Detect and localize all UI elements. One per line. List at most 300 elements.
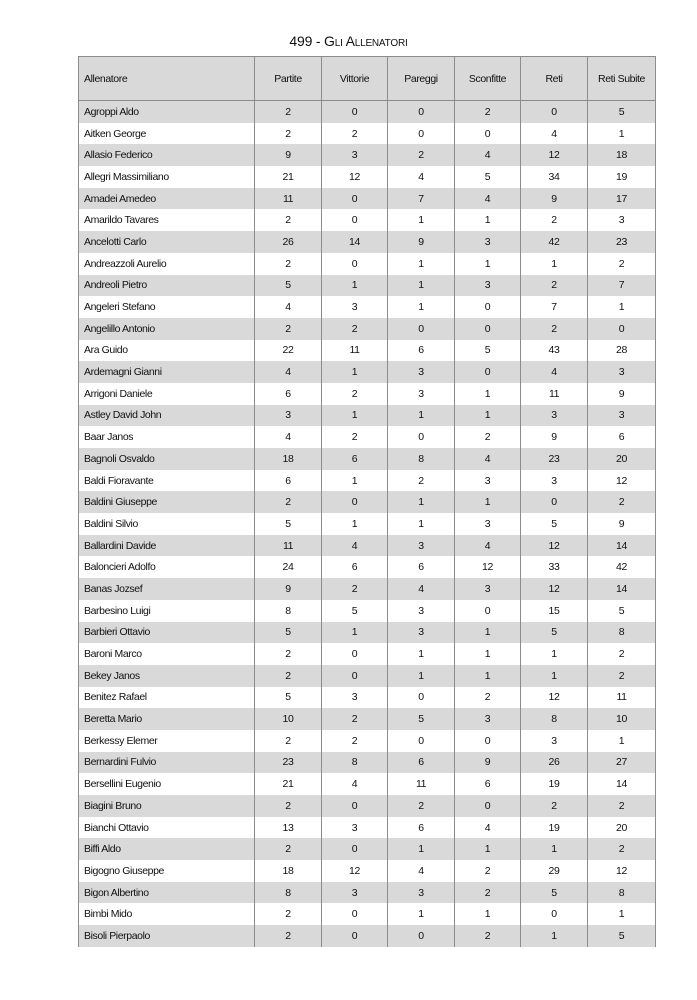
cell-partite: 5 xyxy=(255,687,322,709)
cell-reti: 2 xyxy=(521,318,588,340)
table-row xyxy=(79,622,656,644)
header-vittorie: Vittorie xyxy=(322,57,388,101)
cell-vittorie: 1 xyxy=(322,513,388,535)
cell-vittorie: 8 xyxy=(322,752,388,774)
cell-reti-subite: 27 xyxy=(588,752,656,774)
cell-allenatore: Biffi Aldo xyxy=(79,838,255,860)
cell-sconfitte: 0 xyxy=(455,296,521,318)
cell-sconfitte: 1 xyxy=(455,622,521,644)
cell-pareggi: 6 xyxy=(388,752,455,774)
cell-pareggi: 1 xyxy=(388,405,455,427)
cell-reti-subite: 14 xyxy=(588,578,656,600)
cell-reti-subite: 3 xyxy=(588,405,656,427)
cell-reti: 26 xyxy=(521,752,588,774)
cell-allenatore: Ardemagni Gianni xyxy=(79,361,255,383)
cell-sconfitte: 4 xyxy=(455,448,521,470)
cell-pareggi: 4 xyxy=(388,860,455,882)
cell-sconfitte: 3 xyxy=(455,231,521,253)
cell-reti: 2 xyxy=(521,275,588,297)
cell-allenatore: Baldi Fioravante xyxy=(79,470,255,492)
table-row xyxy=(79,882,656,904)
cell-reti: 5 xyxy=(521,513,588,535)
cell-vittorie: 0 xyxy=(322,253,388,275)
cell-allenatore: Bernardini Fulvio xyxy=(79,752,255,774)
cell-reti: 23 xyxy=(521,448,588,470)
cell-pareggi: 3 xyxy=(388,535,455,557)
table-row xyxy=(79,817,656,839)
cell-partite: 5 xyxy=(255,275,322,297)
cell-sconfitte: 0 xyxy=(455,123,521,145)
table-row xyxy=(79,405,656,427)
cell-partite: 4 xyxy=(255,296,322,318)
cell-vittorie: 0 xyxy=(322,209,388,231)
table-row xyxy=(79,361,656,383)
coaches-stats-table xyxy=(78,56,656,947)
cell-pareggi: 0 xyxy=(388,687,455,709)
cell-reti: 2 xyxy=(521,209,588,231)
cell-allenatore: Bisoli Pierpaolo xyxy=(79,925,255,947)
cell-pareggi: 6 xyxy=(388,556,455,578)
header-reti: Reti xyxy=(521,57,588,101)
cell-partite: 9 xyxy=(255,144,322,166)
table-row xyxy=(79,253,656,275)
cell-sconfitte: 4 xyxy=(455,535,521,557)
header-sconfitte: Sconfitte xyxy=(455,57,521,101)
header-reti-subite: Reti Subite xyxy=(588,57,656,101)
cell-reti-subite: 2 xyxy=(588,838,656,860)
cell-allenatore: Barbieri Ottavio xyxy=(79,622,255,644)
cell-pareggi: 3 xyxy=(388,600,455,622)
cell-allenatore: Beretta Mario xyxy=(79,708,255,730)
cell-vittorie: 0 xyxy=(322,665,388,687)
table-row xyxy=(79,838,656,860)
cell-pareggi: 1 xyxy=(388,296,455,318)
cell-vittorie: 0 xyxy=(322,838,388,860)
cell-partite: 6 xyxy=(255,383,322,405)
cell-sconfitte: 2 xyxy=(455,101,521,123)
cell-allenatore: Ara Guido xyxy=(79,340,255,362)
cell-reti: 3 xyxy=(521,470,588,492)
cell-vittorie: 0 xyxy=(322,188,388,210)
cell-vittorie: 1 xyxy=(322,405,388,427)
cell-sconfitte: 4 xyxy=(455,188,521,210)
cell-reti-subite: 3 xyxy=(588,361,656,383)
cell-vittorie: 2 xyxy=(322,383,388,405)
cell-allenatore: Angelillo Antonio xyxy=(79,318,255,340)
cell-allenatore: Bersellini Eugenio xyxy=(79,773,255,795)
cell-partite: 2 xyxy=(255,318,322,340)
table-row xyxy=(79,318,656,340)
cell-reti-subite: 0 xyxy=(588,318,656,340)
table-row xyxy=(79,166,656,188)
cell-vittorie: 3 xyxy=(322,882,388,904)
cell-allenatore: Andreazzoli Aurelio xyxy=(79,253,255,275)
cell-pareggi: 1 xyxy=(388,253,455,275)
cell-reti-subite: 12 xyxy=(588,860,656,882)
cell-reti-subite: 2 xyxy=(588,491,656,513)
cell-reti-subite: 2 xyxy=(588,665,656,687)
cell-sconfitte: 2 xyxy=(455,925,521,947)
cell-vittorie: 4 xyxy=(322,773,388,795)
cell-pareggi: 3 xyxy=(388,383,455,405)
cell-sconfitte: 0 xyxy=(455,795,521,817)
cell-partite: 5 xyxy=(255,513,322,535)
cell-sconfitte: 1 xyxy=(455,491,521,513)
cell-reti: 42 xyxy=(521,231,588,253)
cell-reti: 3 xyxy=(521,730,588,752)
cell-partite: 6 xyxy=(255,470,322,492)
cell-reti: 5 xyxy=(521,882,588,904)
cell-partite: 4 xyxy=(255,426,322,448)
cell-vittorie: 2 xyxy=(322,426,388,448)
cell-partite: 2 xyxy=(255,730,322,752)
table-body xyxy=(79,101,656,947)
cell-reti: 9 xyxy=(521,188,588,210)
cell-reti-subite: 9 xyxy=(588,383,656,405)
cell-pareggi: 0 xyxy=(388,123,455,145)
cell-vittorie: 0 xyxy=(322,903,388,925)
cell-reti-subite: 17 xyxy=(588,188,656,210)
cell-partite: 8 xyxy=(255,882,322,904)
cell-vittorie: 3 xyxy=(322,817,388,839)
cell-vittorie: 3 xyxy=(322,687,388,709)
cell-sconfitte: 1 xyxy=(455,643,521,665)
cell-vittorie: 1 xyxy=(322,275,388,297)
cell-vittorie: 0 xyxy=(322,925,388,947)
cell-pareggi: 7 xyxy=(388,188,455,210)
cell-reti: 0 xyxy=(521,491,588,513)
cell-partite: 2 xyxy=(255,795,322,817)
cell-pareggi: 3 xyxy=(388,361,455,383)
cell-reti: 12 xyxy=(521,535,588,557)
cell-allenatore: Baar Janos xyxy=(79,426,255,448)
cell-allenatore: Astley David John xyxy=(79,405,255,427)
table-row xyxy=(79,860,656,882)
cell-allenatore: Allegri Massimiliano xyxy=(79,166,255,188)
cell-pareggi: 2 xyxy=(388,144,455,166)
cell-allenatore: Angeleri Stefano xyxy=(79,296,255,318)
cell-pareggi: 0 xyxy=(388,318,455,340)
cell-pareggi: 0 xyxy=(388,925,455,947)
cell-sconfitte: 3 xyxy=(455,275,521,297)
cell-pareggi: 5 xyxy=(388,708,455,730)
cell-allenatore: Agroppi Aldo xyxy=(79,101,255,123)
cell-vittorie: 3 xyxy=(322,296,388,318)
cell-reti-subite: 1 xyxy=(588,730,656,752)
cell-pareggi: 1 xyxy=(388,275,455,297)
table-row xyxy=(79,687,656,709)
cell-reti: 1 xyxy=(521,665,588,687)
cell-sconfitte: 2 xyxy=(455,426,521,448)
table-row xyxy=(79,123,656,145)
cell-reti: 29 xyxy=(521,860,588,882)
page-title xyxy=(0,33,697,49)
table-row xyxy=(79,925,656,947)
cell-reti-subite: 14 xyxy=(588,535,656,557)
cell-reti-subite: 5 xyxy=(588,600,656,622)
cell-reti: 15 xyxy=(521,600,588,622)
cell-reti: 4 xyxy=(521,361,588,383)
cell-allenatore: Banas Jozsef xyxy=(79,578,255,600)
cell-allenatore: Amadei Amedeo xyxy=(79,188,255,210)
table-row xyxy=(79,643,656,665)
cell-allenatore: Baldini Silvio xyxy=(79,513,255,535)
cell-reti: 19 xyxy=(521,817,588,839)
cell-reti-subite: 1 xyxy=(588,903,656,925)
cell-reti-subite: 23 xyxy=(588,231,656,253)
cell-partite: 26 xyxy=(255,231,322,253)
cell-sconfitte: 3 xyxy=(455,708,521,730)
cell-allenatore: Ballardini Davide xyxy=(79,535,255,557)
cell-reti: 8 xyxy=(521,708,588,730)
cell-partite: 11 xyxy=(255,535,322,557)
page-number: 499 xyxy=(289,33,313,49)
cell-partite: 2 xyxy=(255,123,322,145)
cell-allenatore: Biagini Bruno xyxy=(79,795,255,817)
cell-pareggi: 4 xyxy=(388,166,455,188)
cell-partite: 2 xyxy=(255,643,322,665)
cell-reti-subite: 20 xyxy=(588,817,656,839)
cell-vittorie: 12 xyxy=(322,860,388,882)
cell-reti-subite: 7 xyxy=(588,275,656,297)
table-row xyxy=(79,773,656,795)
cell-reti: 11 xyxy=(521,383,588,405)
header-allenatore: Allenatore xyxy=(79,57,255,101)
cell-sconfitte: 0 xyxy=(455,318,521,340)
cell-sconfitte: 0 xyxy=(455,600,521,622)
cell-reti-subite: 2 xyxy=(588,643,656,665)
table-row xyxy=(79,426,656,448)
cell-reti: 19 xyxy=(521,773,588,795)
cell-reti-subite: 14 xyxy=(588,773,656,795)
cell-pareggi: 1 xyxy=(388,491,455,513)
cell-sconfitte: 3 xyxy=(455,578,521,600)
cell-reti: 2 xyxy=(521,795,588,817)
table-row xyxy=(79,535,656,557)
cell-reti-subite: 28 xyxy=(588,340,656,362)
cell-allenatore: Benitez Rafael xyxy=(79,687,255,709)
cell-vittorie: 6 xyxy=(322,448,388,470)
cell-sconfitte: 1 xyxy=(455,383,521,405)
cell-reti: 1 xyxy=(521,925,588,947)
table-row xyxy=(79,513,656,535)
cell-sconfitte: 1 xyxy=(455,209,521,231)
header-pareggi: Pareggi xyxy=(388,57,455,101)
cell-reti-subite: 1 xyxy=(588,296,656,318)
cell-allenatore: Aitken George xyxy=(79,123,255,145)
cell-reti: 0 xyxy=(521,903,588,925)
cell-partite: 13 xyxy=(255,817,322,839)
cell-partite: 21 xyxy=(255,773,322,795)
table-row xyxy=(79,903,656,925)
table-row xyxy=(79,383,656,405)
table-row xyxy=(79,448,656,470)
cell-reti-subite: 8 xyxy=(588,622,656,644)
cell-pareggi: 0 xyxy=(388,730,455,752)
cell-partite: 18 xyxy=(255,860,322,882)
table-row xyxy=(79,730,656,752)
table-row xyxy=(79,144,656,166)
cell-partite: 22 xyxy=(255,340,322,362)
cell-pareggi: 4 xyxy=(388,578,455,600)
cell-partite: 2 xyxy=(255,838,322,860)
cell-partite: 2 xyxy=(255,209,322,231)
cell-sconfitte: 0 xyxy=(455,730,521,752)
cell-pareggi: 1 xyxy=(388,513,455,535)
cell-reti: 5 xyxy=(521,622,588,644)
cell-reti: 9 xyxy=(521,426,588,448)
table-row xyxy=(79,491,656,513)
table-row xyxy=(79,188,656,210)
cell-sconfitte: 5 xyxy=(455,166,521,188)
cell-pareggi: 2 xyxy=(388,795,455,817)
cell-pareggi: 1 xyxy=(388,665,455,687)
table-row xyxy=(79,600,656,622)
cell-pareggi: 2 xyxy=(388,470,455,492)
cell-allenatore: Amarildo Tavares xyxy=(79,209,255,231)
cell-partite: 9 xyxy=(255,578,322,600)
title-separator: - xyxy=(312,33,325,49)
cell-partite: 5 xyxy=(255,622,322,644)
table-row xyxy=(79,470,656,492)
cell-pareggi: 1 xyxy=(388,643,455,665)
cell-allenatore: Ancelotti Carlo xyxy=(79,231,255,253)
cell-reti-subite: 12 xyxy=(588,470,656,492)
cell-partite: 21 xyxy=(255,166,322,188)
cell-allenatore: Bigon Albertino xyxy=(79,882,255,904)
cell-pareggi: 3 xyxy=(388,882,455,904)
cell-reti: 7 xyxy=(521,296,588,318)
table-header-row xyxy=(79,57,656,101)
cell-sconfitte: 4 xyxy=(455,144,521,166)
cell-partite: 3 xyxy=(255,405,322,427)
cell-pareggi: 3 xyxy=(388,622,455,644)
cell-sconfitte: 4 xyxy=(455,817,521,839)
cell-vittorie: 2 xyxy=(322,708,388,730)
cell-pareggi: 1 xyxy=(388,209,455,231)
cell-reti: 1 xyxy=(521,643,588,665)
table-row xyxy=(79,795,656,817)
cell-allenatore: Barbesino Luigi xyxy=(79,600,255,622)
cell-sconfitte: 1 xyxy=(455,405,521,427)
cell-partite: 2 xyxy=(255,903,322,925)
header-partite: Partite xyxy=(255,57,322,101)
table-row xyxy=(79,665,656,687)
cell-vittorie: 0 xyxy=(322,491,388,513)
cell-reti: 12 xyxy=(521,144,588,166)
cell-vittorie: 1 xyxy=(322,470,388,492)
cell-allenatore: Bigogno Giuseppe xyxy=(79,860,255,882)
table-row xyxy=(79,296,656,318)
cell-sconfitte: 2 xyxy=(455,882,521,904)
cell-vittorie: 2 xyxy=(322,730,388,752)
cell-vittorie: 0 xyxy=(322,795,388,817)
cell-sconfitte: 1 xyxy=(455,253,521,275)
cell-pareggi: 6 xyxy=(388,340,455,362)
table-row xyxy=(79,556,656,578)
cell-reti: 34 xyxy=(521,166,588,188)
cell-reti-subite: 5 xyxy=(588,101,656,123)
cell-pareggi: 0 xyxy=(388,426,455,448)
cell-allenatore: Baloncieri Adolfo xyxy=(79,556,255,578)
cell-allenatore: Bianchi Ottavio xyxy=(79,817,255,839)
cell-reti-subite: 2 xyxy=(588,253,656,275)
cell-reti-subite: 20 xyxy=(588,448,656,470)
cell-reti-subite: 2 xyxy=(588,795,656,817)
cell-reti-subite: 42 xyxy=(588,556,656,578)
cell-sconfitte: 2 xyxy=(455,860,521,882)
table-row xyxy=(79,340,656,362)
cell-reti-subite: 6 xyxy=(588,426,656,448)
cell-vittorie: 12 xyxy=(322,166,388,188)
cell-partite: 4 xyxy=(255,361,322,383)
cell-allenatore: Bimbi Mido xyxy=(79,903,255,925)
cell-reti-subite: 1 xyxy=(588,123,656,145)
cell-pareggi: 1 xyxy=(388,903,455,925)
cell-vittorie: 0 xyxy=(322,643,388,665)
cell-partite: 2 xyxy=(255,665,322,687)
cell-sconfitte: 1 xyxy=(455,903,521,925)
table-row xyxy=(79,101,656,123)
cell-partite: 2 xyxy=(255,253,322,275)
cell-sconfitte: 2 xyxy=(455,687,521,709)
cell-vittorie: 6 xyxy=(322,556,388,578)
cell-reti: 43 xyxy=(521,340,588,362)
cell-reti: 33 xyxy=(521,556,588,578)
cell-partite: 24 xyxy=(255,556,322,578)
cell-pareggi: 0 xyxy=(388,101,455,123)
table-row xyxy=(79,275,656,297)
cell-sconfitte: 5 xyxy=(455,340,521,362)
cell-reti: 12 xyxy=(521,687,588,709)
cell-vittorie: 2 xyxy=(322,318,388,340)
cell-vittorie: 2 xyxy=(322,123,388,145)
cell-reti: 1 xyxy=(521,253,588,275)
cell-sconfitte: 3 xyxy=(455,470,521,492)
cell-allenatore: Berkessy Elemer xyxy=(79,730,255,752)
cell-sconfitte: 3 xyxy=(455,513,521,535)
cell-vittorie: 4 xyxy=(322,535,388,557)
cell-reti-subite: 19 xyxy=(588,166,656,188)
cell-reti: 4 xyxy=(521,123,588,145)
cell-pareggi: 1 xyxy=(388,838,455,860)
cell-reti-subite: 10 xyxy=(588,708,656,730)
cell-reti: 12 xyxy=(521,578,588,600)
cell-partite: 2 xyxy=(255,925,322,947)
cell-vittorie: 2 xyxy=(322,578,388,600)
cell-allenatore: Bekey Janos xyxy=(79,665,255,687)
cell-reti-subite: 3 xyxy=(588,209,656,231)
cell-partite: 11 xyxy=(255,188,322,210)
cell-sconfitte: 0 xyxy=(455,361,521,383)
cell-pareggi: 6 xyxy=(388,817,455,839)
cell-vittorie: 0 xyxy=(322,101,388,123)
cell-partite: 2 xyxy=(255,491,322,513)
table-row xyxy=(79,578,656,600)
cell-vittorie: 11 xyxy=(322,340,388,362)
cell-allenatore: Allasio Federico xyxy=(79,144,255,166)
cell-partite: 23 xyxy=(255,752,322,774)
cell-allenatore: Bagnoli Osvaldo xyxy=(79,448,255,470)
cell-reti-subite: 5 xyxy=(588,925,656,947)
cell-reti-subite: 11 xyxy=(588,687,656,709)
cell-sconfitte: 6 xyxy=(455,773,521,795)
cell-reti: 1 xyxy=(521,838,588,860)
cell-allenatore: Baroni Marco xyxy=(79,643,255,665)
table-row xyxy=(79,752,656,774)
cell-vittorie: 1 xyxy=(322,361,388,383)
cell-reti-subite: 8 xyxy=(588,882,656,904)
